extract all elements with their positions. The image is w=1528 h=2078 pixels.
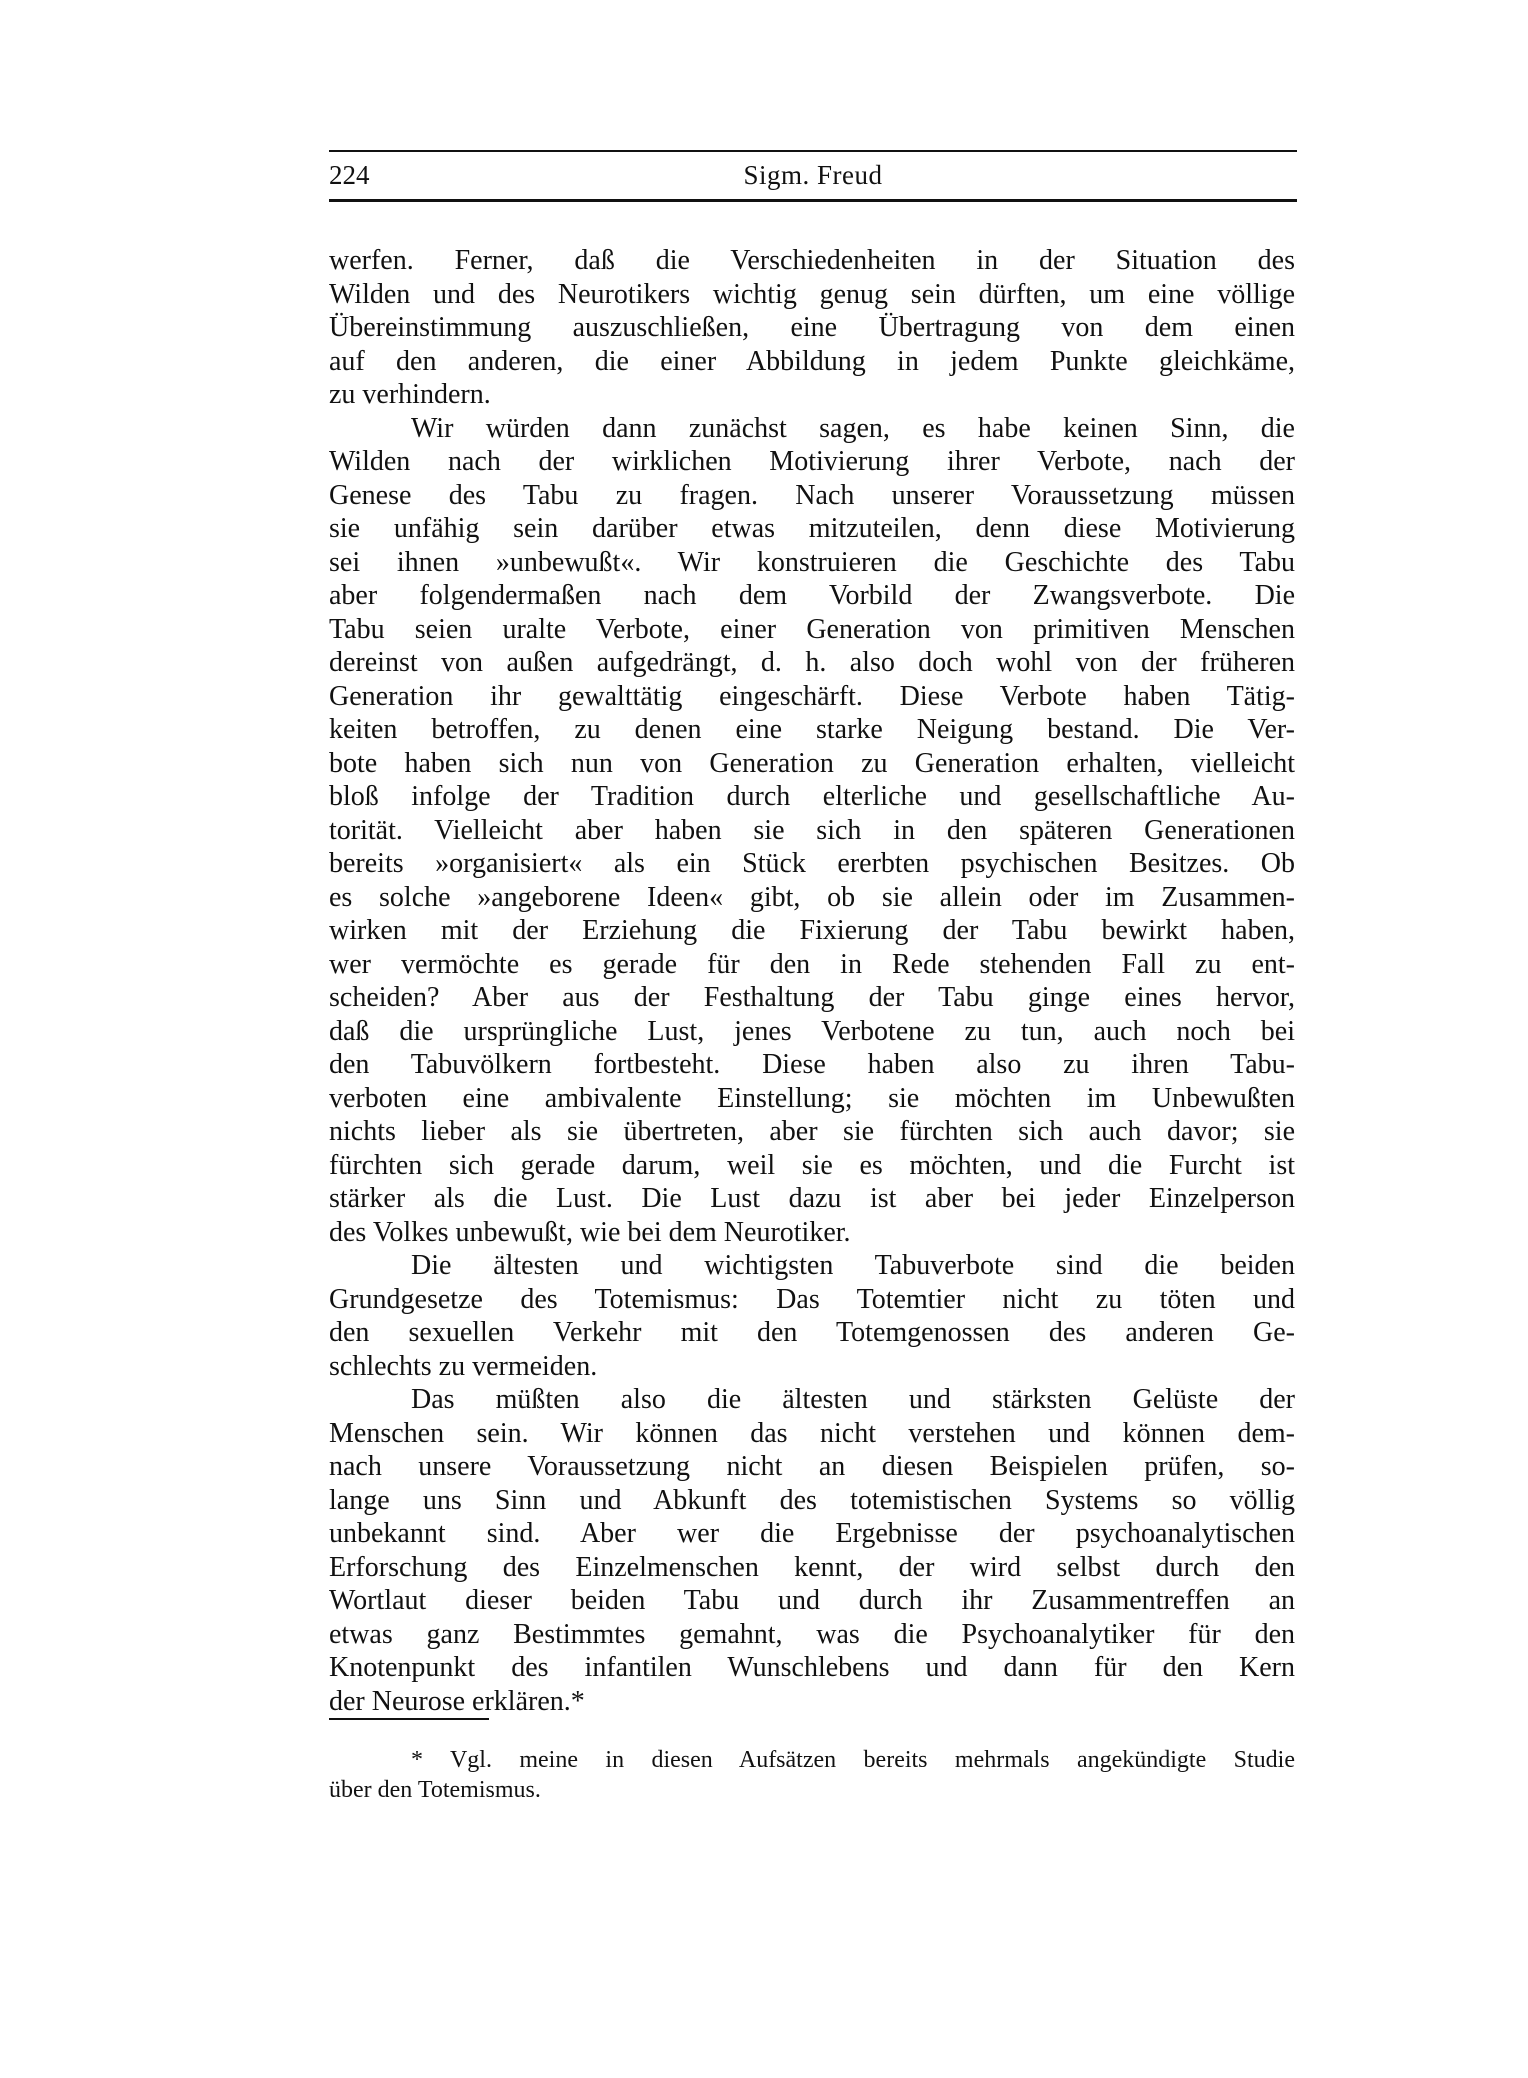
text-line: aber folgendermaßen nach dem Vorbild der Zwangsverbote. Die — [329, 580, 1295, 611]
text-line: den sexuellen Verkehr mit den Totemgenossen des anderen Ge- — [329, 1317, 1295, 1348]
text-line: dereinst von außen aufgedrängt, d. h. also doch wohl von der früheren — [329, 647, 1295, 678]
text-line: Erforschung des Einzelmenschen kennt, der wird selbst durch den — [329, 1551, 1295, 1583]
text-line: Wortlaut dieser beiden Tabu und durch ihr Zusammentreffen an — [329, 1585, 1295, 1616]
footnote-line: über den Totemismus. — [329, 1777, 541, 1803]
text-line: Tabu seien uralte Verbote, einer Generation von primitiven Menschen — [329, 613, 1295, 645]
body-text — [329, 244, 1295, 1718]
paragraph — [329, 412, 1295, 1250]
header-rule-bottom — [329, 199, 1297, 202]
running-head: Sigm. Freud — [743, 160, 883, 190]
text-line: wer vermöchte es gerade für den in Rede stehenden Fall zu ent- — [329, 948, 1295, 980]
text-line: es solche »angeborene Ideen« gibt, ob sie allein oder im Zusammen- — [329, 881, 1295, 913]
text-line: auf den anderen, die einer Abbildung in jedem Punkte gleichkäme, — [329, 345, 1295, 377]
text-line: unbekannt sind. Aber wer die Ergebnisse der psychoanalytischen — [329, 1518, 1295, 1549]
text-line: daß die ursprüngliche Lust, jenes Verbotene zu tun, auch noch bei — [329, 1015, 1295, 1047]
text-line: keiten betroffen, zu denen eine starke Neigung bestand. Die Ver- — [329, 714, 1295, 745]
text-line: Generation ihr gewalttätig eingeschärft. Diese Verbote haben Tätig- — [329, 680, 1295, 712]
text-line: Wilden und des Neurotikers wichtig genug sein dürften, um eine völlige — [329, 278, 1295, 310]
text-line: Grundgesetze des Totemismus: Das Totemtier nicht zu töten und — [329, 1283, 1295, 1315]
text-line: scheiden? Aber aus der Festhaltung der Tabu ginge eines hervor, — [329, 982, 1295, 1013]
text-line: Wir würden dann zunächst sagen, es habe keinen Sinn, die — [411, 412, 1295, 444]
text-line: sie unfähig sein darüber etwas mitzuteilen, denn diese Motivierung — [329, 513, 1295, 544]
text-line: des Volkes unbewußt, wie bei dem Neurotiker. — [329, 1216, 851, 1248]
text-line: Übereinstimmung auszuschließen, eine Übertragung von dem einen — [329, 312, 1295, 343]
text-line: Das müßten also die ältesten und stärksten Gelüste der — [411, 1384, 1295, 1415]
text-line: Menschen sein. Wir können das nicht verstehen und können dem- — [329, 1417, 1295, 1449]
text-line: zu verhindern. — [329, 379, 491, 410]
footnote-line: * Vgl. meine in diesen Aufsätzen bereits mehrmals angekündigte Studie — [411, 1747, 1295, 1773]
text-line: bote haben sich nun von Generation zu Generation erhalten, vielleicht — [329, 747, 1295, 779]
text-line: Wilden nach der wirklichen Motivierung ihrer Verbote, nach der — [329, 446, 1295, 477]
paragraph — [329, 1249, 1295, 1383]
paragraph — [329, 1383, 1295, 1718]
text-line: schlechts zu vermeiden. — [329, 1350, 598, 1382]
text-line: werfen. Ferner, daß die Verschiedenheiten in der Situation des — [329, 245, 1295, 276]
text-line: bereits »organisiert« als ein Stück ererbten psychischen Besitzes. Ob — [329, 848, 1295, 879]
text-line: nach unsere Voraussetzung nicht an diesen Beispielen prüfen, so- — [329, 1451, 1295, 1482]
text-line: lange uns Sinn und Abkunft des totemistischen Systems so völlig — [329, 1484, 1295, 1516]
text-line: nichts lieber als sie übertreten, aber sie fürchten sich auch davor; sie — [329, 1116, 1295, 1147]
text-line: verboten eine ambivalente Einstellung; sie möchten im Unbewußten — [329, 1082, 1295, 1114]
text-line: sei ihnen »unbewußt«. Wir konstruieren die Geschichte des Tabu — [329, 546, 1295, 578]
text-line: wirken mit der Erziehung die Fixierung der Tabu bewirkt haben, — [329, 915, 1295, 946]
text-line: torität. Vielleicht aber haben sie sich in den späteren Generationen — [329, 814, 1295, 846]
footnote-rule — [329, 1718, 489, 1720]
paragraph — [329, 244, 1295, 412]
header-rule-top — [329, 150, 1297, 152]
text-line: den Tabuvölkern fortbesteht. Diese haben also zu ihren Tabu- — [329, 1049, 1295, 1080]
text-line: Genese des Tabu zu fragen. Nach unserer Voraussetzung müssen — [329, 479, 1295, 511]
footnote — [329, 1745, 1295, 1805]
page-number: 224 — [329, 160, 370, 190]
text-line: Knotenpunkt des infantilen Wunschlebens und dann für den Kern — [329, 1652, 1295, 1683]
text-line: fürchten sich gerade darum, weil sie es möchten, und die Furcht ist — [329, 1149, 1295, 1181]
text-line: etwas ganz Bestimmtes gemahnt, was die Psychoanalytiker für den — [329, 1618, 1295, 1650]
text-line: der Neurose erklären.* — [329, 1685, 585, 1717]
text-line: Die ältesten und wichtigsten Tabuverbote sind die beiden — [411, 1250, 1295, 1281]
text-line: bloß infolge der Tradition durch elterliche und gesellschaftliche Au- — [329, 781, 1295, 812]
text-line: stärker als die Lust. Die Lust dazu ist aber bei jeder Einzelperson — [329, 1183, 1295, 1214]
